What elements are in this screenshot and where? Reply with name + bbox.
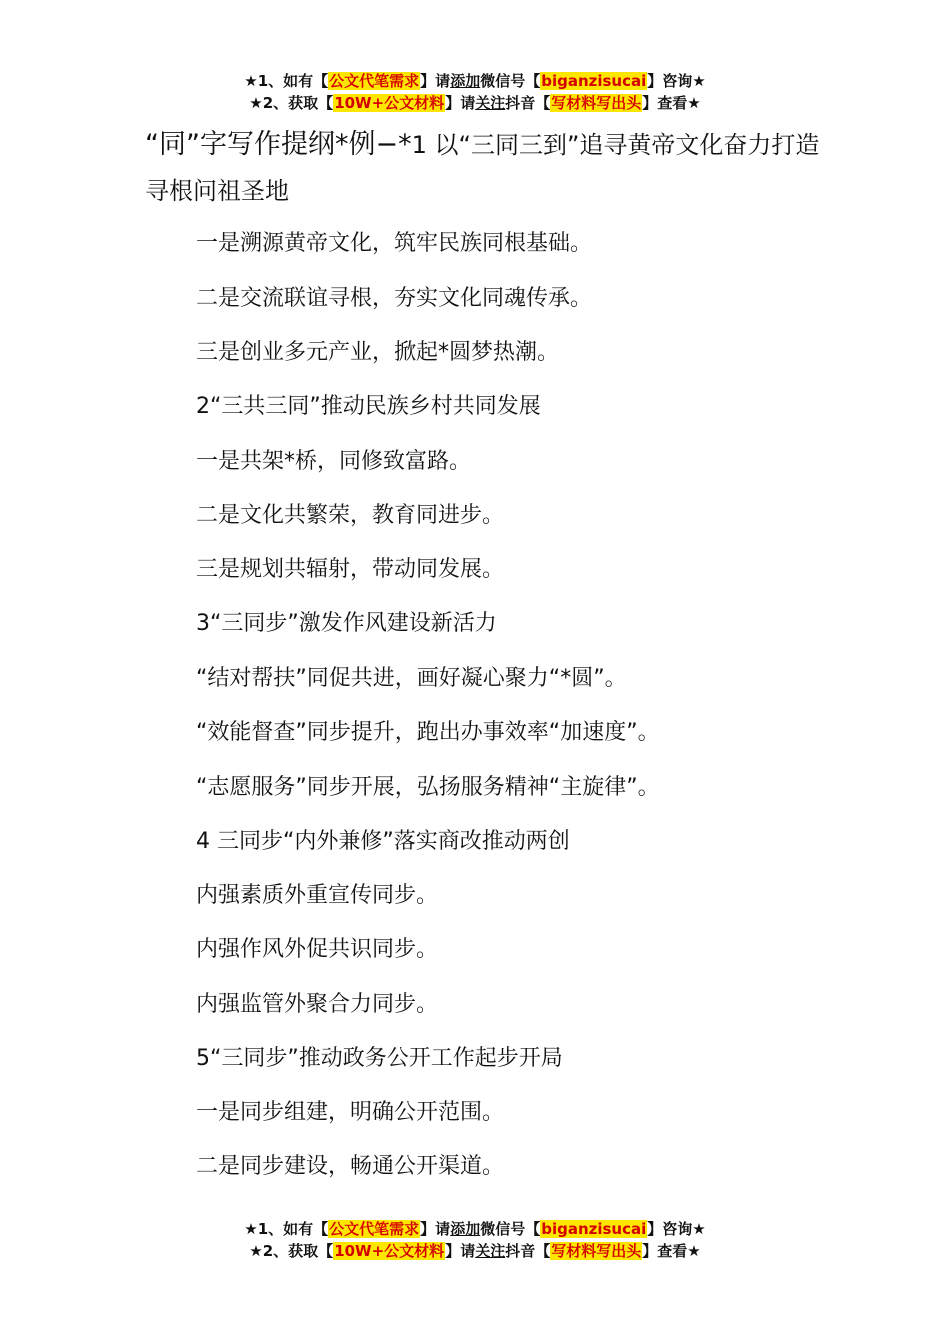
banner-text: ★1、如有【 <box>244 1220 329 1238</box>
banner-highlight: biganzisucai <box>541 1220 647 1238</box>
banner-text: 抖音【 <box>505 1242 551 1260</box>
banner-text: 】请 <box>445 1242 476 1260</box>
banner-text: 微信号【 <box>480 1220 541 1238</box>
document-title <box>145 122 820 214</box>
banner-text: ★2、获取【 <box>249 94 334 112</box>
banner-line-1 <box>0 1218 950 1240</box>
banner-underline: 关注 <box>475 1242 506 1260</box>
banner-line-2 <box>0 92 950 114</box>
paragraph: “效能督查”同步提升，跑出办事效率“加速度”。 <box>196 720 660 745</box>
banner-highlight: 公文代笔需求 <box>329 72 420 90</box>
paragraph: 内强作风外促共识同步。 <box>196 937 439 962</box>
section-heading: 3“三同步”激发作风建设新活力 <box>196 611 497 636</box>
banner-underline: 添加 <box>450 1220 481 1238</box>
header-banner <box>0 70 950 114</box>
banner-text: 】请 <box>420 72 451 90</box>
banner-line-1 <box>0 70 950 92</box>
banner-text: 】查看★ <box>642 1242 701 1260</box>
section-heading: 2“三共三同”推动民族乡村共同发展 <box>196 394 541 419</box>
banner-underline: 关注 <box>475 94 506 112</box>
paragraph: “结对帮扶”同促共进，画好凝心聚力“*圆”。 <box>196 666 627 691</box>
banner-highlight: biganzisucai <box>541 72 647 90</box>
banner-text: ★2、获取【 <box>249 1242 334 1260</box>
banner-text: ★1、如有【 <box>244 72 329 90</box>
paragraph: 一是溯源黄帝文化，筑牢民族同根基础。 <box>196 231 593 256</box>
paragraph: 二是同步建设，畅通公开渠道。 <box>196 1154 505 1179</box>
section-heading: 5“三同步”推动政务公开工作起步开局 <box>196 1046 563 1071</box>
paragraph: 内强监管外聚合力同步。 <box>196 992 439 1017</box>
banner-highlight: 写材料写出头 <box>551 94 642 112</box>
banner-text: 微信号【 <box>480 72 541 90</box>
paragraph: 三是创业多元产业，掀起*圆梦热潮。 <box>196 340 560 365</box>
paragraph: 一是共架*桥，同修致富路。 <box>196 449 472 474</box>
banner-line-2 <box>0 1240 950 1262</box>
banner-text: 】咨询★ <box>647 1220 706 1238</box>
title-subtitle: 1 以“三同三到”追寻黄帝文化奋力打造寻根问祖圣地 <box>145 131 820 205</box>
paragraph: 二是交流联谊寻根，夯实文化同魂传承。 <box>196 286 593 311</box>
banner-text: 】请 <box>420 1220 451 1238</box>
banner-text: 抖音【 <box>505 94 551 112</box>
paragraph: 三是规划共辐射，带动同发展。 <box>196 557 505 582</box>
banner-highlight: 10W+公文材料 <box>334 94 445 112</box>
title-main: “同”字写作提纲*例−* <box>145 129 412 160</box>
banner-underline: 添加 <box>450 72 481 90</box>
banner-highlight: 10W+公文材料 <box>334 1242 445 1260</box>
banner-highlight: 公文代笔需求 <box>329 1220 420 1238</box>
paragraph: 二是文化共繁荣，教育同进步。 <box>196 503 505 528</box>
banner-text: 】咨询★ <box>647 72 706 90</box>
banner-text: 】查看★ <box>642 94 701 112</box>
paragraph: 一是同步组建，明确公开范围。 <box>196 1100 505 1125</box>
banner-highlight: 写材料写出头 <box>551 1242 642 1260</box>
banner-text: 】请 <box>445 94 476 112</box>
footer-banner <box>0 1218 950 1262</box>
paragraph: 内强素质外重宣传同步。 <box>196 883 439 908</box>
paragraph: “志愿服务”同步开展，弘扬服务精神“主旋律”。 <box>196 775 660 800</box>
section-heading: 4 三同步“内外兼修”落实商改推动两创 <box>196 829 570 854</box>
